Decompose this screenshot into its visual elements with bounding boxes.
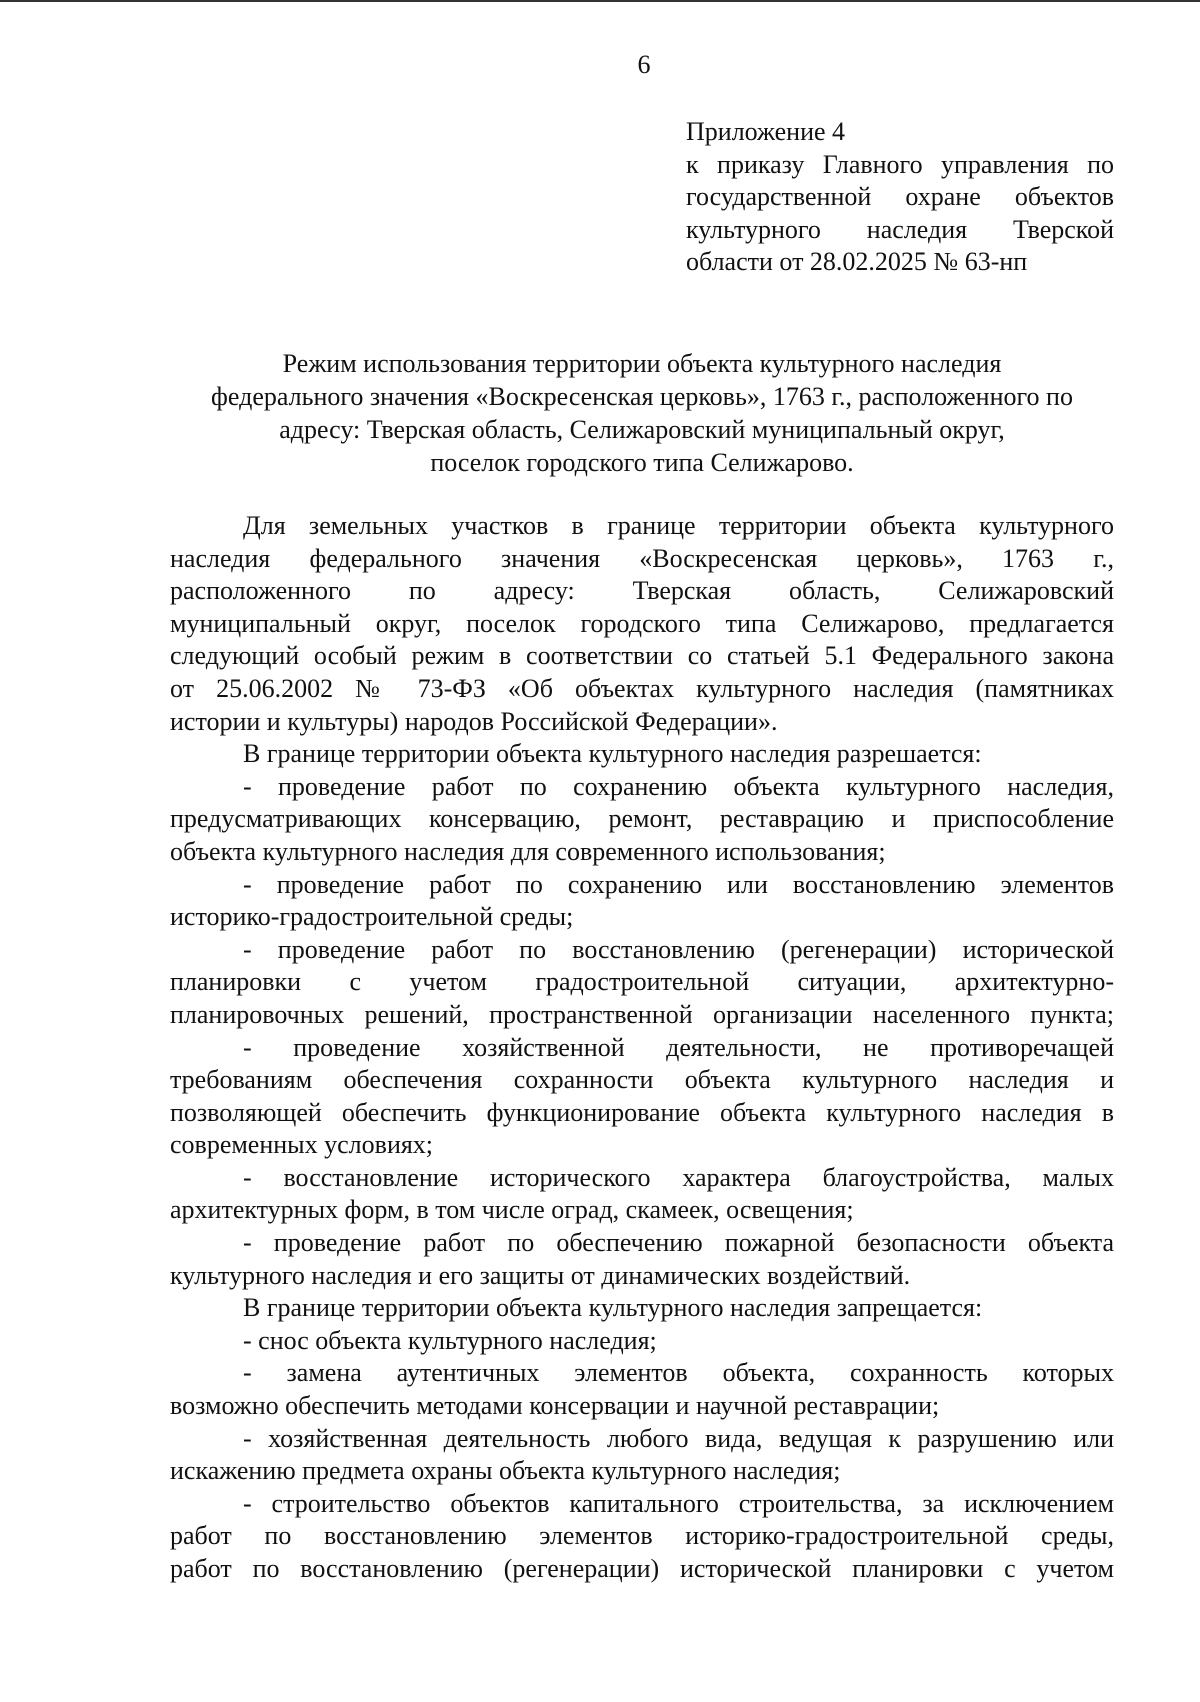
- appendix-header: [686, 116, 1114, 279]
- body-line: архитектурных форм, в том числе оград, скамеек, освещения;: [170, 1195, 854, 1225]
- document-body: [170, 510, 1114, 1586]
- appendix-line: государственной охране объектов: [686, 182, 1114, 211]
- body-line: современных условиях;: [170, 1130, 434, 1160]
- body-line: планировочных решений, пространственной организации населенного пункта;: [170, 999, 1114, 1029]
- title-line: Режим использования территории объекта культурного наследия: [282, 349, 1002, 378]
- body-line: объекта культурного наследия для современного использования;: [170, 836, 886, 866]
- body-line: В границе территории объекта культурного наследия разрешается:: [243, 739, 982, 769]
- appendix-line: Приложение 4: [686, 117, 846, 146]
- body-line: - проведение работ по восстановлению (регенерации) исторической: [243, 934, 1114, 964]
- title-line: поселок городского типа Селижарово.: [430, 448, 854, 477]
- body-line: работ по восстановлению (регенерации) исторической планировки с учетом: [170, 1554, 1114, 1583]
- body-line: муниципальный округ, поселок городского типа Селижарово, предлагается: [170, 608, 1114, 638]
- body-line: от 25.06.2002 № 73-ФЗ «Об объектах культурного наследия (памятниках: [170, 673, 1114, 703]
- body-line: наследия федерального значения «Воскресенская церковь», 1763 г.,: [170, 543, 1114, 573]
- body-line: историко-градостроительной среды;: [170, 902, 574, 932]
- appendix-line: к приказу Главного управления по: [686, 149, 1114, 179]
- body-line: следующий особый режим в соответствии со статьей 5.1 Федерального закона: [170, 641, 1114, 671]
- page-top-border: [0, 0, 1200, 2]
- body-line: - замена аутентичных элементов объекта, сохранность которых: [243, 1358, 1114, 1388]
- body-line: - снос объекта культурного наследия;: [243, 1325, 657, 1355]
- body-line: предусматривающих консервацию, ремонт, реставрацию и приспособление: [170, 804, 1114, 834]
- body-line: Для земельных участков в границе территории объекта культурного: [243, 511, 1114, 540]
- document-title: [170, 347, 1114, 479]
- body-line: истории и культуры) народов Российской Федерации».: [170, 706, 778, 736]
- body-line: - хозяйственная деятельность любого вида, ведущая к разрушению или: [243, 1423, 1114, 1453]
- body-line: В границе территории объекта культурного наследия запрещается:: [243, 1293, 983, 1323]
- body-line: планировки с учетом градостроительной ситуации, архитектурно-: [170, 967, 1114, 997]
- page-number: 6: [637, 50, 651, 79]
- body-line: - восстановление исторического характера благоустройства, малых: [243, 1162, 1114, 1192]
- body-line: позволяющей обеспечить функционирование объекта культурного наследия в: [170, 1097, 1114, 1127]
- body-line: работ по восстановлению элементов историко-градостроительной среды,: [170, 1521, 1114, 1551]
- title-line: адресу: Тверская область, Селижаровский муниципальный округ,: [279, 415, 1005, 444]
- body-line: искажению предмета охраны объекта культурного наследия;: [170, 1456, 841, 1486]
- body-line: требованиям обеспечения сохранности объекта культурного наследия и: [170, 1065, 1114, 1095]
- body-line: - проведение работ по обеспечению пожарной безопасности объекта: [243, 1228, 1114, 1258]
- title-line: федерального значения «Воскресенская церковь», 1763 г., расположенного по: [211, 382, 1073, 411]
- body-line: - проведение хозяйственной деятельности, не противоречащей: [243, 1032, 1114, 1062]
- body-line: расположенного по адресу: Тверская область, Селижаровский: [170, 576, 1114, 606]
- body-line: возможно обеспечить методами консервации и научной реставрации;: [170, 1391, 940, 1421]
- appendix-line: культурного наследия Тверской: [686, 214, 1114, 244]
- body-line: - проведение работ по сохранению объекта культурного наследия,: [243, 771, 1114, 801]
- body-line: - строительство объектов капитального строительства, за исключением: [243, 1488, 1114, 1518]
- body-line: культурного наследия и его защиты от динамических воздействий.: [170, 1260, 911, 1290]
- body-line: - проведение работ по сохранению или восстановлению элементов: [243, 869, 1114, 899]
- appendix-line: области от 28.02.2025 № 63-нп: [686, 247, 1028, 276]
